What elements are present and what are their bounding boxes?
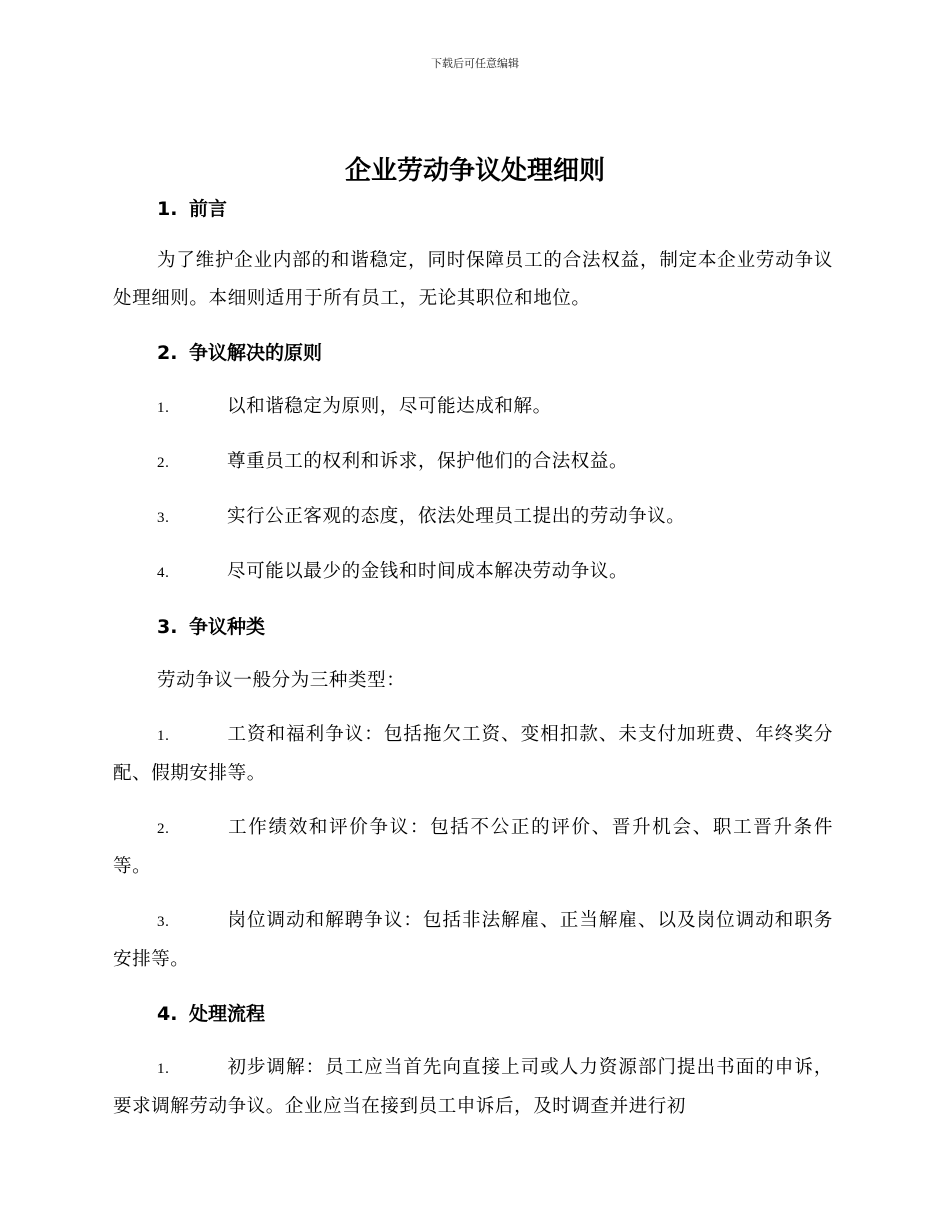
list-item-text: 尽可能以最少的金钱和时间成本解决劳动争议。	[227, 561, 629, 582]
section-number: 4.	[157, 1003, 178, 1025]
header-note: 下载后可任意编辑	[431, 57, 519, 70]
list-item-text: 初步调解：员工应当首先向直接上司或人力资源部门提出书面的申诉，要求调解劳动争议。企业应当在接到员工申诉后，及时调查并进行初	[113, 1057, 833, 1117]
section-title: 争议种类	[189, 616, 266, 638]
list-item-number: 3.	[157, 914, 170, 930]
list-item-text: 岗位调动和解聘争议：包括非法解雇、正当解雇、以及岗位调动和职务安排等。	[113, 910, 833, 970]
list-item-text: 以和谐稳定为原则，尽可能达成和解。	[227, 396, 552, 417]
list-item	[113, 902, 833, 979]
list-item-number: 4.	[157, 565, 170, 581]
list-item	[113, 809, 833, 886]
document-title: 企业劳动争议处理细则	[344, 156, 605, 186]
list-item	[113, 1049, 833, 1126]
section-number: 2.	[157, 342, 178, 364]
list-item-number: 2.	[157, 455, 170, 471]
paragraph: 为了维护企业内部的和谐稳定，同时保障员工的合法权益，制定本企业劳动争议处理细则。本细则适用于所有员工，无论其职位和地位。	[113, 250, 833, 309]
section-heading-3	[113, 608, 833, 646]
section-number: 1.	[157, 198, 178, 220]
list-item-number: 1.	[157, 1061, 170, 1077]
section-heading-1	[113, 190, 833, 228]
list-item-number: 1.	[157, 728, 170, 744]
list-item	[113, 388, 833, 427]
section-title: 前言	[189, 198, 228, 220]
list-item-text: 工资和福利争议：包括拖欠工资、变相扣款、未支付加班费、年终奖分配、假期安排等。	[113, 724, 833, 784]
list-item-text: 实行公正客观的态度，依法处理员工提出的劳动争议。	[227, 506, 686, 527]
section-number: 3.	[157, 616, 178, 638]
list-item	[113, 443, 833, 482]
paragraph: 劳动争议一般分为三种类型：	[157, 670, 406, 691]
section-title: 争议解决的原则	[189, 342, 323, 364]
list-item-number: 3.	[157, 510, 170, 526]
list-item	[113, 498, 833, 537]
list-item-number: 2.	[157, 821, 170, 837]
list-item-text: 尊重员工的权利和诉求，保护他们的合法权益。	[227, 451, 629, 472]
section-heading-4	[113, 995, 833, 1033]
list-item-text: 工作绩效和评价争议：包括不公正的评价、晋升机会、职工晋升条件等。	[113, 817, 833, 877]
list-item	[113, 716, 833, 793]
list-item-number: 1.	[157, 400, 170, 416]
section-heading-2	[113, 334, 833, 372]
document-body	[113, 190, 833, 1126]
section-title: 处理流程	[189, 1003, 266, 1025]
list-item	[113, 553, 833, 592]
